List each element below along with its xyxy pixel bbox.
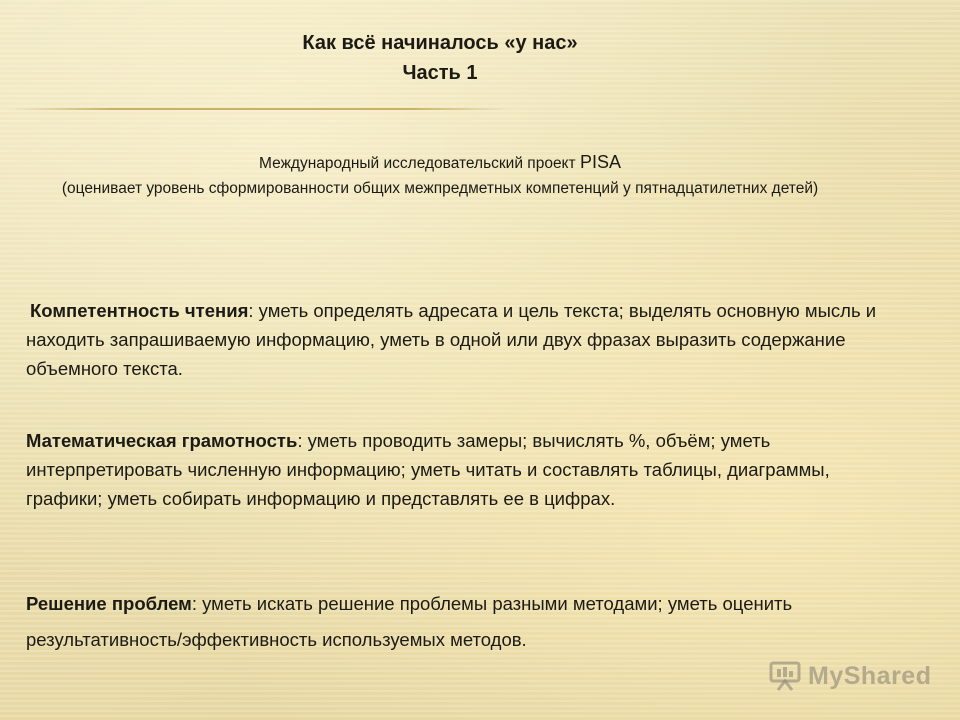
section-term: Компетентность чтения — [30, 300, 249, 321]
section-text: : уметь определять адресата и цель текста; выделять основную мысль и находить запрашиваемую информацию, уметь в одной или двух фразах выразить содержание объемного текста. — [26, 300, 877, 379]
section-math-literacy — [26, 426, 896, 513]
slide-title — [240, 28, 640, 88]
title-divider — [10, 108, 510, 110]
section-reading-competence — [26, 296, 896, 383]
pisa-label: PISA — [579, 152, 621, 172]
section-text: : уметь искать решение проблемы разными методами; уметь оценить результативность/эффективность используемых методов. — [26, 593, 793, 650]
presentation-board-icon — [768, 660, 802, 692]
title-line-2: Часть 1 — [402, 62, 478, 84]
intro-line-1 — [60, 150, 820, 176]
section-text: : уметь проводить замеры; вычислять %, объём; уметь интерпретировать численную информацию; уметь читать и составлять таблицы, диаграммы, графики; уметь собирать информацию и представлять ее в цифрах. — [26, 430, 830, 509]
intro-prefix: Международный исследовательский проект — [259, 155, 580, 172]
watermark — [768, 658, 931, 694]
section-problem-solving — [26, 586, 896, 658]
section-term: Решение проблем — [26, 593, 192, 614]
section-term: Математическая грамотность — [26, 430, 298, 451]
intro-line-2: (оценивает уровень сформированности общих межпредметных компетенций у пятнадцатилетних детей) — [61, 180, 819, 197]
title-line-1: Как всё начиналось «у нас» — [302, 32, 578, 54]
watermark-text: MyShared — [808, 661, 932, 690]
intro-block — [60, 150, 820, 201]
